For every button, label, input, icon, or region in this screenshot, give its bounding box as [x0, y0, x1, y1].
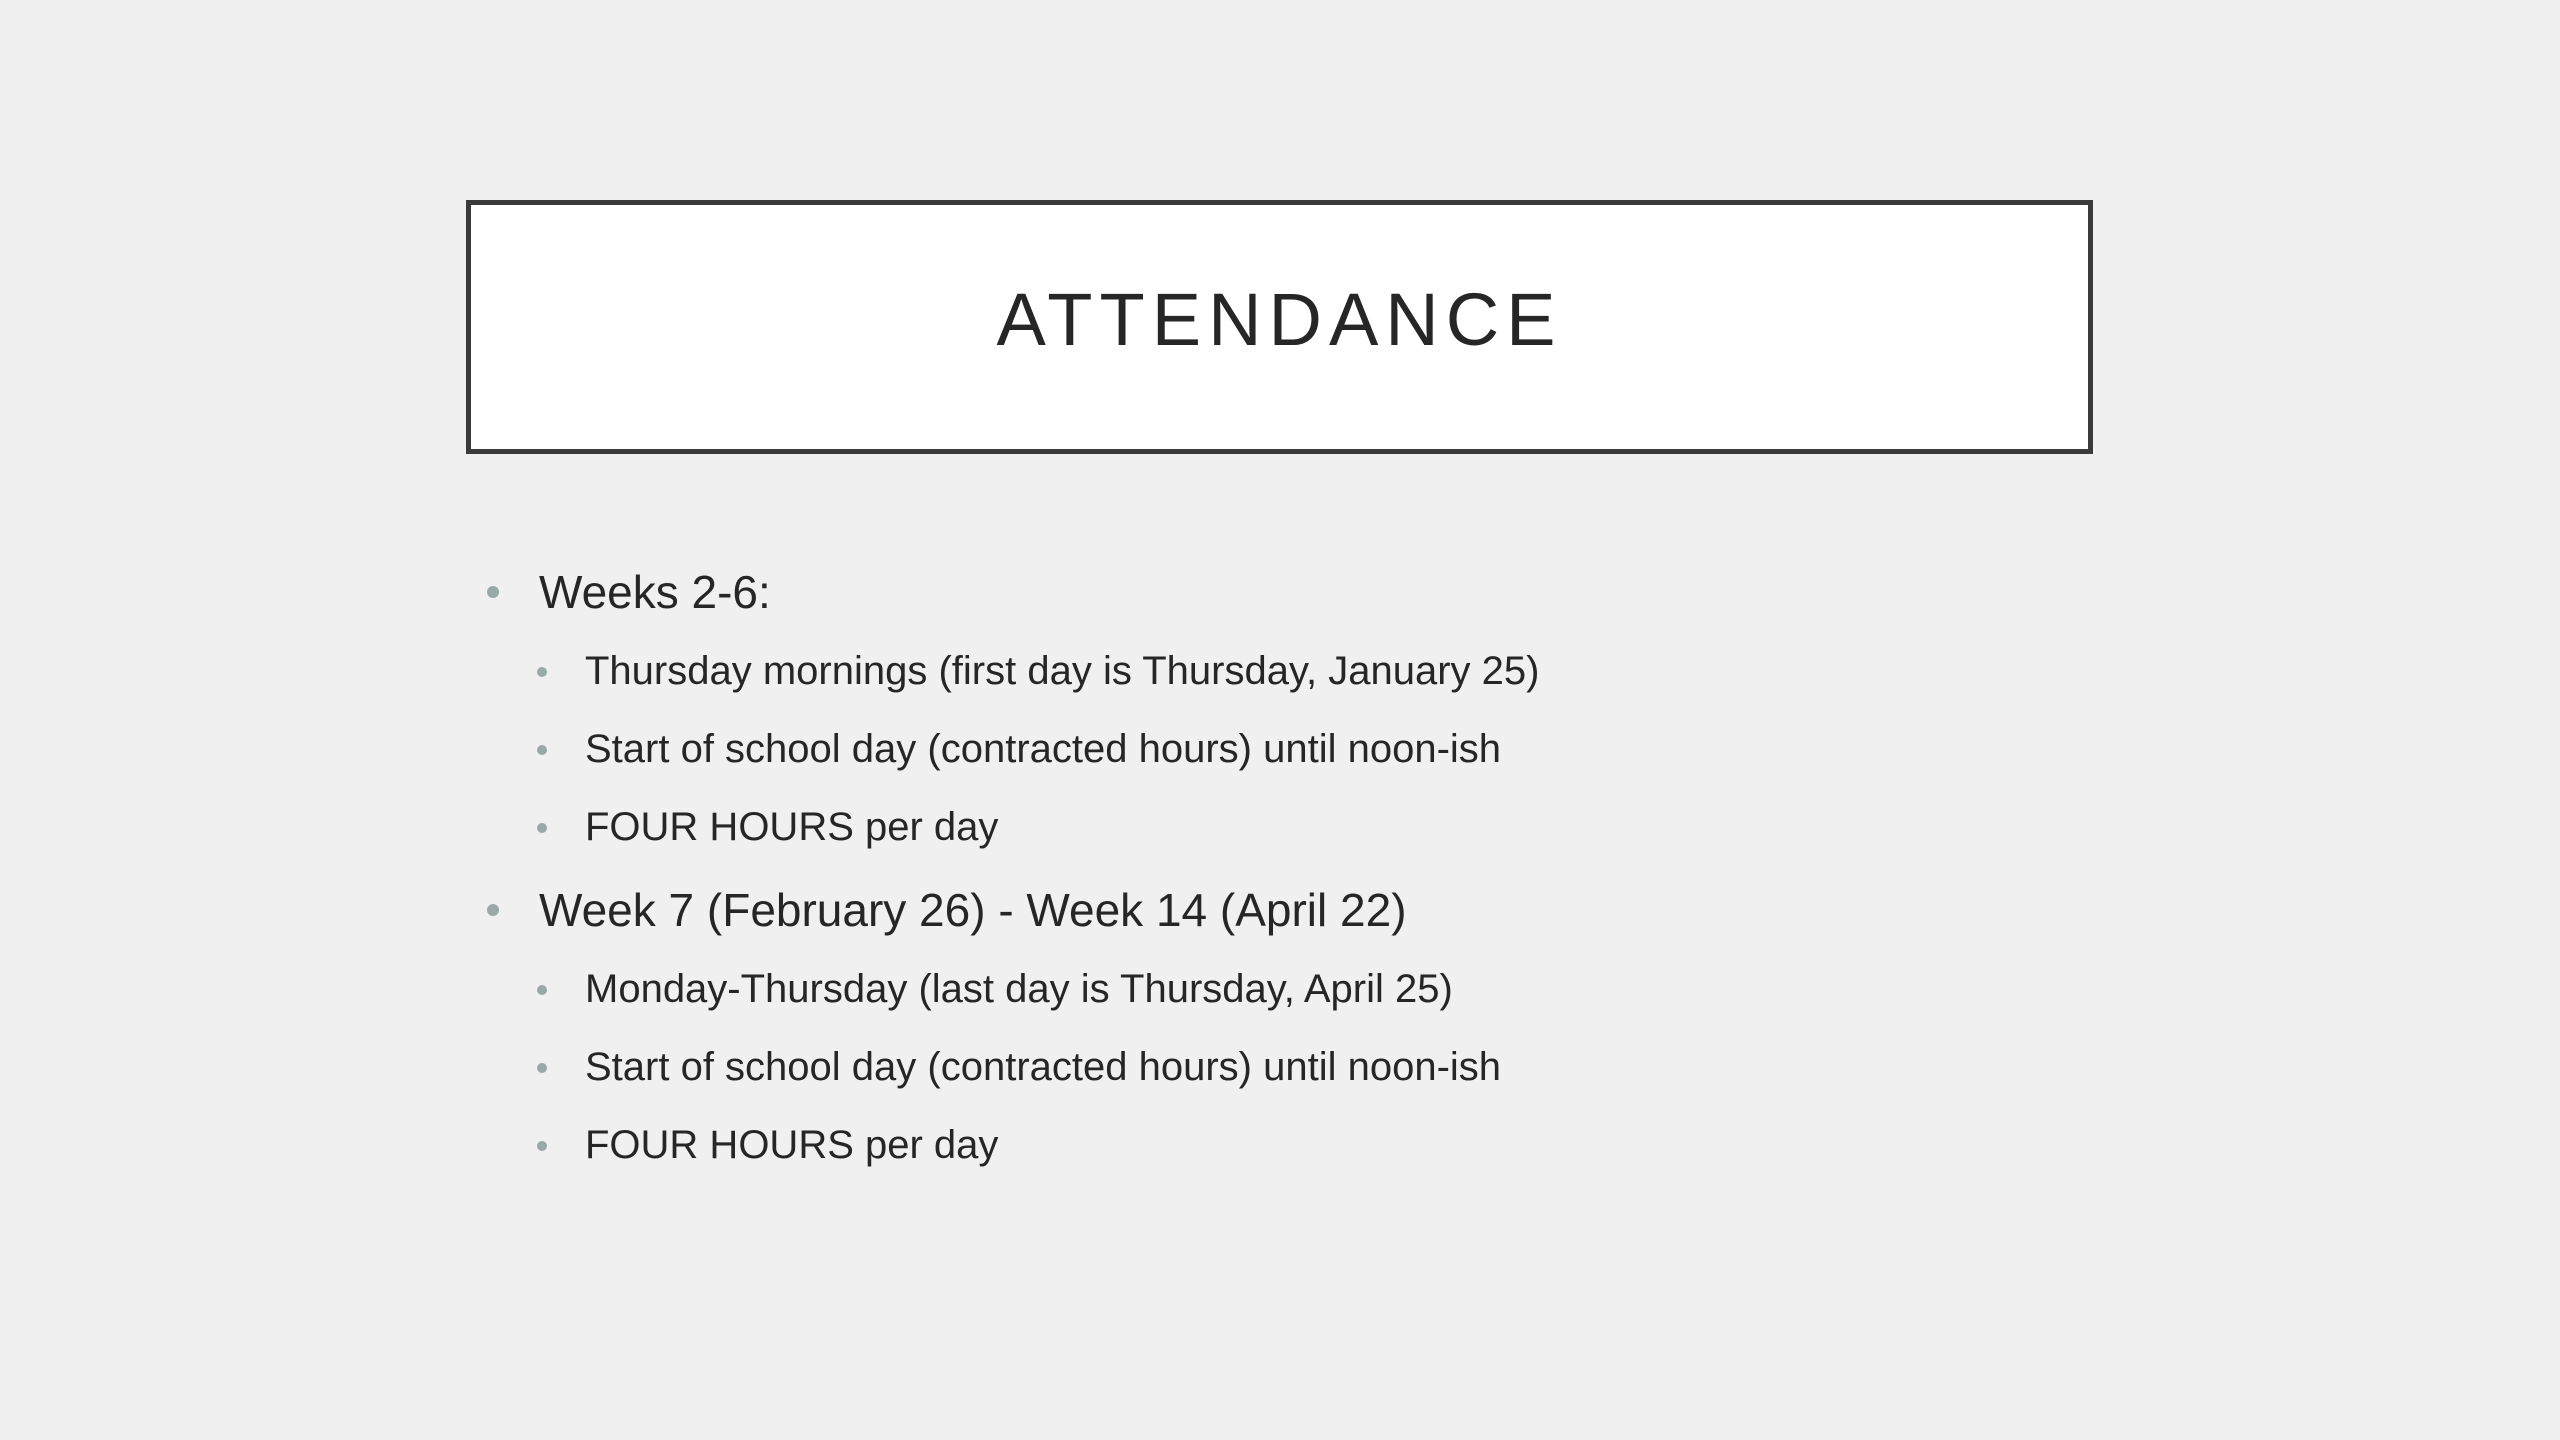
sub-bullet-text: Start of school day (contracted hours) until noon-ish — [585, 727, 1502, 771]
bullet-icon — [537, 1063, 547, 1073]
bullet-icon — [537, 823, 547, 833]
sub-bullet-item — [537, 805, 998, 850]
sub-bullet-text: Thursday mornings (first day is Thursday, January 25) — [585, 649, 1540, 693]
bullet-icon — [537, 745, 547, 755]
bullet-icon — [537, 667, 547, 677]
bullet-text: Weeks 2-6: — [539, 566, 771, 618]
title-box — [466, 200, 2093, 454]
sub-bullet-item — [537, 1123, 998, 1168]
bullet-icon — [537, 985, 547, 995]
bullet-text: Week 7 (February 26) - Week 14 (April 22) — [539, 884, 1407, 936]
sub-bullet-text: Monday-Thursday (last day is Thursday, April 25) — [585, 967, 1453, 1011]
sub-bullet-text: FOUR HOURS per day — [585, 805, 999, 849]
sub-bullet-item — [537, 649, 1539, 694]
sub-bullet-item — [537, 727, 1501, 772]
sub-bullet-item — [537, 967, 1453, 1012]
sub-bullet-text: FOUR HOURS per day — [585, 1123, 999, 1167]
bullet-icon — [487, 586, 499, 598]
bullet-icon — [487, 904, 499, 916]
bullet-item-weeks-2-6 — [487, 565, 771, 619]
slide-title: ATTENDANCE — [996, 277, 1563, 361]
sub-bullet-text: Start of school day (contracted hours) until noon-ish — [585, 1045, 1502, 1089]
bullet-item-week-7-14 — [487, 883, 1407, 937]
bullet-icon — [537, 1141, 547, 1151]
sub-bullet-item — [537, 1045, 1501, 1090]
